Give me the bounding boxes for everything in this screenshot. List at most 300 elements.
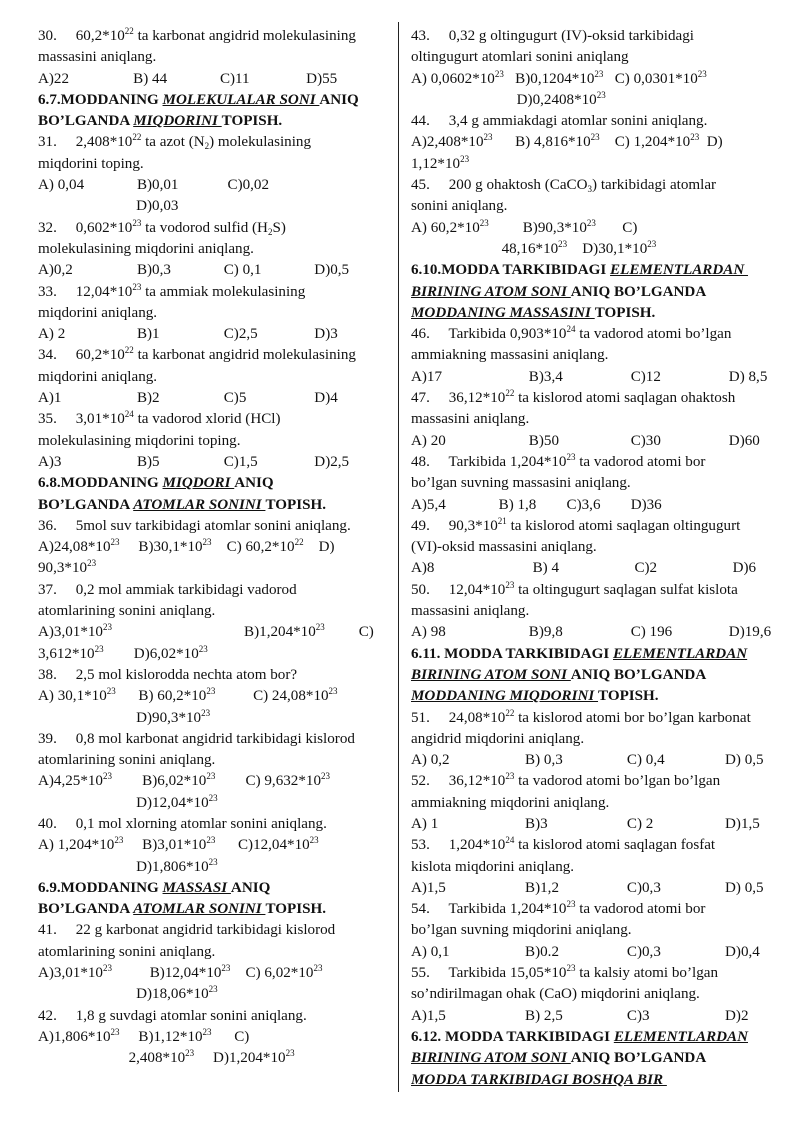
text-segment: B)90,3*10 [488, 219, 587, 236]
exponent: 23 [206, 686, 216, 697]
section-heading [411, 1048, 777, 1069]
text-line [38, 580, 390, 601]
text-line [38, 239, 390, 260]
text-segment: 3,612*10 [38, 645, 95, 662]
text-segment: 36. 5mol suv tarkibidagi atomlar sonini aniqlang. [38, 517, 351, 534]
exponent: 23 [206, 835, 216, 846]
text-segment: 6.7.MODDANING [38, 91, 163, 108]
text-segment: 47. 36,12*10 [411, 390, 506, 407]
text-segment: A) 0,1 B)0.2 C)0,3 D)0,4 [411, 943, 760, 960]
text-line [411, 920, 777, 941]
text-line [38, 750, 390, 771]
text-segment: 37. 0,2 mol ammiak tarkibidagi vadorod [38, 581, 297, 598]
text-line [38, 963, 390, 984]
text-segment: B)3,01*10 [123, 837, 207, 854]
text-line [38, 218, 390, 239]
text-segment: BO’LGANDA [38, 901, 134, 918]
exponent: 23 [202, 1026, 212, 1037]
text-segment: A)4,25*10 [38, 773, 103, 790]
text-line [411, 324, 777, 345]
text-segment: D)12,04*10 [38, 794, 209, 811]
text-line [411, 90, 777, 111]
exponent: 23 [106, 686, 116, 697]
text-line [411, 345, 777, 366]
text-segment: ANIQ BO’LGANDA [570, 666, 707, 683]
exponent: 23 [208, 792, 218, 803]
exponent: 23 [315, 622, 325, 633]
exponent: 23 [110, 1026, 120, 1037]
text-segment: bo’lgan suvning miqdorini aniqlang. [411, 922, 632, 939]
left-column [38, 26, 390, 1070]
text-line [38, 154, 390, 175]
heading-keyword: MODDA TARKIBIDAGI BOSHQA BIR [411, 1071, 667, 1088]
text-segment: A) 98 B)9,8 C) 196 D)19,6 [411, 624, 772, 641]
text-segment: 42. 1,8 g suvdagi atomlar sonini aniqlang. [38, 1007, 307, 1024]
text-line [411, 409, 777, 430]
text-line [38, 942, 390, 963]
text-segment: A) 20 B)50 C)30 D)60 [411, 432, 760, 449]
text-line [38, 665, 390, 686]
text-segment: 49. 90,3*10 [411, 517, 498, 534]
text-segment: 48. Tarkibida 1,204*10 [411, 453, 567, 470]
text-line [38, 431, 390, 452]
exponent: 23 [596, 89, 606, 100]
text-segment: 33. 12,04*10 [38, 283, 133, 300]
text-line [411, 729, 777, 750]
exponent: 23 [460, 153, 470, 164]
text-line [411, 750, 777, 771]
text-segment: D) [303, 539, 335, 556]
exponent: 23 [102, 963, 112, 974]
section-heading [411, 282, 777, 303]
text-segment: 38. 2,5 mol kislorodda nechta atom bor? [38, 666, 298, 683]
exponent: 22 [505, 388, 515, 399]
text-segment: A)0,2 B)0,3 C) 0,1 D)0,5 [38, 262, 350, 279]
text-segment: TOPISH. [594, 304, 656, 321]
text-segment: oltingugurt atomlari sonini aniqlang [411, 49, 629, 66]
exponent: 23 [647, 238, 657, 249]
exponent: 23 [201, 707, 211, 718]
text-segment: ta kalsiy atomi bo’lgan [575, 965, 718, 982]
text-segment: ta kislorod atomi saqlagan fosfat [514, 837, 716, 854]
text-segment: C) 9,632*10 [215, 773, 321, 790]
exponent: 23 [202, 537, 212, 548]
text-segment: 39. 0,8 mol karbonat angidrid tarkibidagi kislorod [38, 730, 355, 747]
text-line [411, 388, 777, 409]
text-line [38, 409, 390, 430]
text-line [38, 793, 390, 814]
text-segment: A)24,08*10 [38, 539, 111, 556]
exponent: 23 [87, 558, 97, 569]
text-segment: BO’LGANDA [38, 113, 134, 130]
section-heading [38, 473, 390, 494]
section-heading [38, 899, 390, 920]
text-segment: C) [324, 624, 374, 641]
text-segment: C) [211, 1028, 250, 1045]
text-segment: D)18,06*10 [38, 986, 209, 1003]
text-segment: 6.9.MODDANING [38, 879, 163, 896]
heading-keyword: MODDANING MIQDORINI [411, 688, 599, 705]
text-line [411, 431, 777, 452]
section-heading [411, 686, 777, 707]
exponent: 23 [479, 217, 489, 228]
text-segment: D) [699, 134, 723, 151]
text-segment: ANIQ [234, 475, 274, 492]
text-segment: ta vadorod xlorid (HCl) [133, 411, 281, 428]
text-segment: ta vadorod atomi bor [575, 453, 706, 470]
heading-keyword: ELEMENTLARDAN [613, 1028, 748, 1045]
text-line [411, 452, 777, 473]
text-segment: ta vadorod atomi bo’lgan bo’lgan [514, 773, 721, 790]
section-heading [38, 90, 390, 111]
heading-keyword: ATOMLAR SONINI [133, 496, 266, 513]
text-segment: (VI)-oksid massasini aniqlang. [411, 539, 597, 556]
text-line [38, 558, 390, 579]
text-line [38, 260, 390, 281]
text-segment: A)3,01*10 [38, 965, 103, 982]
text-segment: molekulasining miqdorini toping. [38, 432, 241, 449]
exponent: 23 [206, 771, 216, 782]
text-segment: B)30,1*10 [119, 539, 203, 556]
heading-keyword: BIRINING ATOM SONI [411, 283, 571, 300]
text-line [38, 175, 390, 196]
text-line [38, 835, 390, 856]
text-segment: so’ndirilmagan ohak (CaO) miqdorini aniqlang. [411, 986, 700, 1003]
text-line [411, 239, 777, 260]
text-line [38, 920, 390, 941]
heading-keyword: ELEMENTLARDAN [612, 645, 748, 662]
exponent: 23 [114, 835, 124, 846]
text-segment: C) 24,08*10 [215, 688, 329, 705]
text-line [38, 814, 390, 835]
text-segment: C)12,04*10 [215, 837, 310, 854]
text-segment: ANIQ BO’LGANDA [570, 1050, 707, 1067]
text-line [38, 771, 390, 792]
text-line [38, 282, 390, 303]
text-segment: A)5,4 B) 1,8 C)3,6 D)36 [411, 496, 662, 513]
text-segment: A)17 B)3,4 C)12 D) 8,5 [411, 368, 768, 385]
text-line [411, 899, 777, 920]
text-segment: miqdorini aniqlang. [38, 304, 158, 321]
text-segment: D)0,2408*10 [411, 91, 597, 108]
text-line [411, 580, 777, 601]
heading-keyword: BIRINING ATOM SONI [411, 1050, 571, 1067]
text-line [38, 1048, 390, 1069]
text-line [38, 622, 390, 643]
section-heading [38, 878, 390, 899]
text-segment: ta ammiak molekulasining [141, 283, 306, 300]
exponent: 23 [494, 68, 504, 79]
text-segment: B)0,1204*10 [503, 70, 595, 87]
exponent: 23 [566, 899, 576, 910]
exponent: 23 [566, 963, 576, 974]
section-heading [411, 644, 777, 665]
text-segment: angidrid miqdorini aniqlang. [411, 730, 585, 747]
text-segment: A)1,806*10 [38, 1028, 111, 1045]
text-segment: A) 0,04 B)0,01 C)0,02 [38, 177, 270, 194]
text-segment: B)1,204*10 [111, 624, 316, 641]
text-segment: atomlarining sonini aniqlang. [38, 603, 216, 620]
text-segment: C) 6,02*10 [230, 965, 314, 982]
text-segment: 35. 3,01*10 [38, 411, 125, 428]
text-segment: ANIQ [230, 879, 271, 896]
section-heading [411, 1027, 777, 1048]
text-line [411, 47, 777, 68]
exponent: 24 [566, 324, 576, 335]
text-segment: 32. 0,602*10 [38, 219, 133, 236]
exponent: 23 [102, 771, 112, 782]
text-segment: miqdorini toping. [38, 155, 144, 172]
text-line [38, 196, 390, 217]
text-segment: 34. 60,2*10 [38, 347, 125, 364]
exponent: 22 [132, 132, 142, 143]
exponent: 23 [558, 238, 568, 249]
text-line [38, 537, 390, 558]
text-segment: kislota miqdorini aniqlang. [411, 858, 575, 875]
text-segment: 52. 36,12*10 [411, 773, 506, 790]
text-segment: 90,3*10 [38, 560, 88, 577]
heading-keyword: MIQDORINI [133, 113, 222, 130]
text-segment: D)90,3*10 [38, 709, 202, 726]
text-segment: 54. Tarkibida 1,204*10 [411, 901, 567, 918]
text-segment: B) 4,816*10 [492, 134, 591, 151]
text-segment: ta kislorod atomi bor bo’lgan karbonat [514, 709, 751, 726]
text-segment: A) 60,2*10 [411, 219, 480, 236]
exponent: 23 [594, 68, 604, 79]
text-line [411, 196, 777, 217]
text-segment: A) 2 B)1 C)2,5 D)3 [38, 326, 338, 343]
text-line [38, 708, 390, 729]
text-line [411, 516, 777, 537]
heading-keyword: MASSASI [162, 879, 231, 896]
exponent: 23 [198, 643, 208, 654]
text-segment: TOPISH. [265, 901, 326, 918]
section-heading [411, 1070, 777, 1091]
text-segment: ) tarkibidagi atomlar [592, 177, 717, 194]
text-segment: massasini aniqlang. [38, 49, 157, 66]
text-line [38, 388, 390, 409]
text-segment: D)1,204*10 [194, 1050, 286, 1067]
text-segment: 1,12*10 [411, 155, 461, 172]
text-segment: A) 1 B)3 C) 2 D)1,5 [411, 815, 760, 832]
text-segment: molekulasining miqdorini aniqlang. [38, 240, 254, 257]
text-line [411, 132, 777, 153]
text-segment: S) [272, 219, 286, 236]
text-segment: ta vadorod atomi bor [575, 901, 706, 918]
exponent: 23 [586, 217, 596, 228]
section-heading [411, 260, 777, 281]
text-line [38, 984, 390, 1005]
text-line [411, 984, 777, 1005]
text-segment: ta vadorod atomi bo’lgan [575, 326, 732, 343]
text-segment: TOPISH. [221, 113, 283, 130]
text-segment: A) 30,1*10 [38, 688, 107, 705]
exponent: 23 [208, 856, 218, 867]
text-segment: 51. 24,08*10 [411, 709, 506, 726]
text-line [38, 1006, 390, 1027]
exponent: 23 [566, 451, 576, 462]
text-line [38, 601, 390, 622]
text-segment: 41. 22 g karbonat angidrid tarkibidagi kislorod [38, 922, 336, 939]
exponent: 22 [124, 345, 134, 356]
text-segment: C) 1,204*10 [599, 134, 691, 151]
text-segment: ammiakning miqdorini aniqlang. [411, 794, 610, 811]
text-segment: ANIQ [319, 91, 359, 108]
text-line [411, 601, 777, 622]
exponent: 23 [309, 835, 319, 846]
exponent: 22 [505, 707, 515, 718]
text-segment: ta karbonat angidrid molekulasining [133, 347, 356, 364]
text-segment: 6.11. MODDA TARKIBIDAGI [411, 645, 613, 662]
text-segment: A)8 B) 4 C)2 D)6 [411, 560, 757, 577]
heading-keyword: MODDANING MASSASINI [411, 304, 595, 321]
text-segment: C) 60,2*10 [211, 539, 295, 556]
heading-keyword: MIQDORI [162, 475, 235, 492]
text-line [38, 69, 390, 90]
text-segment: 6.8.MODDANING [38, 475, 163, 492]
subscript: 2 [204, 141, 210, 152]
text-line [411, 473, 777, 494]
exponent: 22 [124, 26, 134, 36]
text-segment: 31. 2,408*10 [38, 134, 133, 151]
exponent: 23 [110, 537, 120, 548]
text-segment: A)2,408*10 [411, 134, 484, 151]
text-line [38, 729, 390, 750]
text-line [411, 26, 777, 47]
exponent: 23 [132, 281, 142, 292]
text-segment: massasini aniqlang. [411, 411, 530, 428]
text-line [38, 644, 390, 665]
text-line [411, 1006, 777, 1027]
exponent: 21 [497, 515, 507, 526]
text-segment: B)12,04*10 [111, 965, 222, 982]
exponent: 23 [690, 132, 700, 143]
text-line [411, 963, 777, 984]
text-segment: 43. 0,32 g oltingugurt (IV)-oksid tarkibidagi [411, 28, 694, 44]
text-segment: ta karbonat angidrid molekulasining [133, 28, 356, 44]
exponent: 23 [285, 1048, 295, 1059]
text-segment: 53. 1,204*10 [411, 837, 506, 854]
exponent: 23 [697, 68, 707, 79]
exponent: 23 [94, 643, 104, 654]
text-line [38, 345, 390, 366]
text-line [38, 857, 390, 878]
text-segment: massasini aniqlang. [411, 603, 530, 620]
text-segment: ANIQ BO’LGANDA [570, 283, 707, 300]
text-line [411, 708, 777, 729]
text-segment: D)1,806*10 [38, 858, 209, 875]
text-segment: TOPISH. [265, 496, 326, 513]
exponent: 23 [221, 963, 231, 974]
text-segment: D)30,1*10 [567, 240, 648, 257]
text-line [411, 367, 777, 388]
text-line [411, 878, 777, 899]
text-segment: 6.12. MODDA TARKIBIDAGI [411, 1028, 614, 1045]
text-segment: A)1,5 B)1,2 C)0,3 D) 0,5 [411, 879, 764, 896]
text-segment: 48,16*10 [411, 240, 559, 257]
text-segment: 55. Tarkibida 15,05*10 [411, 965, 567, 982]
text-segment: A) 0,2 B) 0,3 C) 0,4 D) 0,5 [411, 752, 764, 769]
text-segment: 50. 12,04*10 [411, 581, 506, 598]
exponent: 23 [102, 622, 112, 633]
text-line [38, 452, 390, 473]
section-heading [411, 303, 777, 324]
exponent: 23 [132, 217, 142, 228]
text-line [411, 771, 777, 792]
text-segment: C) [595, 219, 638, 236]
text-segment: D)0,03 [38, 198, 179, 215]
text-line [38, 303, 390, 324]
text-line [411, 835, 777, 856]
text-line [38, 367, 390, 388]
text-segment: 30. 60,2*10 [38, 28, 125, 44]
text-segment: ta azot (N [141, 134, 205, 151]
text-segment: ta kislorod atomi saqlagan ohaktosh [514, 390, 736, 407]
text-line [411, 111, 777, 132]
exponent: 23 [320, 771, 330, 782]
exponent: 23 [328, 686, 338, 697]
text-segment: TOPISH. [598, 688, 659, 705]
exponent: 22 [294, 537, 304, 548]
text-line [411, 154, 777, 175]
text-segment: A) 0,0602*10 [411, 70, 495, 87]
text-line [38, 132, 390, 153]
text-segment: A)3 B)5 C)1,5 D)2,5 [38, 453, 350, 470]
text-line [411, 218, 777, 239]
text-segment: C) 0,0301*10 [603, 70, 698, 87]
text-segment: ammiakning massasini aniqlang. [411, 347, 609, 364]
text-segment: A)1 B)2 C)5 D)4 [38, 390, 338, 407]
text-segment: 46. Tarkibida 0,903*10 [411, 326, 567, 343]
text-segment: B) 60,2*10 [115, 688, 207, 705]
exponent: 23 [590, 132, 600, 143]
heading-keyword: ATOMLAR SONINI [133, 901, 266, 918]
text-segment: 45. 200 g ohaktosh (CaCO [411, 177, 588, 194]
exponent: 23 [208, 984, 218, 995]
text-line [411, 69, 777, 90]
text-segment: sonini aniqlang. [411, 198, 508, 215]
text-line [38, 516, 390, 537]
heading-keyword: BIRINING ATOM SONI [411, 666, 571, 683]
text-line [411, 537, 777, 558]
text-line [411, 814, 777, 835]
heading-keyword: MOLEKULALAR SONI [162, 91, 320, 108]
exponent: 23 [483, 132, 493, 143]
text-segment: bo’lgan suvning massasini aniqlang. [411, 475, 631, 492]
exponent: 23 [185, 1048, 195, 1059]
text-segment: 40. 0,1 mol xlorning atomlar sonini aniqlang. [38, 815, 327, 832]
section-heading [38, 495, 390, 516]
text-segment: ta kislorod atomi saqlagan oltingugurt [506, 517, 741, 534]
text-segment: miqdorini aniqlang. [38, 368, 158, 385]
text-segment: B)6,02*10 [111, 773, 207, 790]
text-segment: A)1,5 B) 2,5 C)3 D)2 [411, 1007, 749, 1024]
text-line [411, 793, 777, 814]
text-segment: 44. 3,4 g ammiakdagi atomlar sonini aniqlang. [411, 113, 708, 130]
heading-keyword: ELEMENTLARDAN [610, 262, 749, 279]
text-segment: A)3,01*10 [38, 624, 103, 641]
text-segment: atomlarining sonini aniqlang. [38, 752, 216, 769]
text-line [411, 622, 777, 643]
subscript: 2 [267, 226, 273, 237]
exponent: 23 [505, 771, 515, 782]
text-segment: 2,408*10 [38, 1050, 186, 1067]
column-divider [398, 22, 399, 1092]
text-segment: ta vodorod sulfid (H [141, 219, 268, 236]
exponent: 23 [505, 579, 515, 590]
text-line [411, 175, 777, 196]
text-line [38, 1027, 390, 1048]
